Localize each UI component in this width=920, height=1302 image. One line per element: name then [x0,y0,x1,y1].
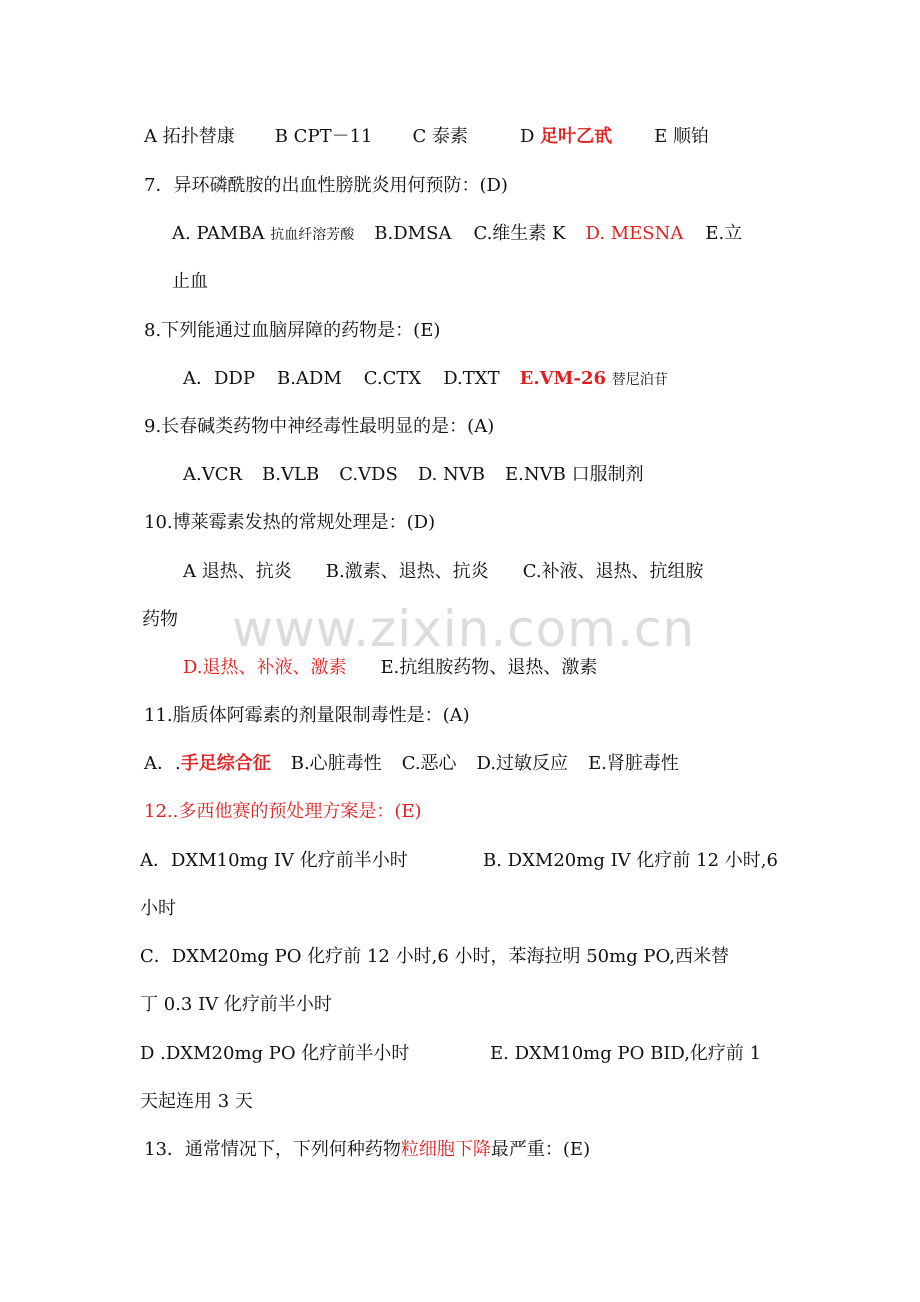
q6-options [144,125,709,149]
q12-option-c-continued: 丁 0.3 IV 化疗前半小时 [140,994,332,1015]
question-12: 12..多西他赛的预处理方案是：(E) [144,801,422,822]
option-a: A．DDP [183,368,255,389]
q13-text-start: 13．通常情况下，下列何种药物 [144,1139,401,1160]
option-c: C.CTX [363,368,422,389]
option-d-answer: D. MESNA [585,223,684,244]
option-e: E.抗组胺药物、退热、激素 [380,657,598,678]
option-a: A 拓扑替康 [144,126,235,147]
q11-options [144,752,679,776]
option-c: C.恶心 [401,753,457,774]
option-a-prefix: A．. [144,753,181,774]
option-d-prefix: D [519,126,541,147]
q12-option-c: C．DXM20mg PO 化疗前 12 小时,6 小时，苯海拉明 50mg PO,西米替 [140,946,729,967]
option-e: E.肾脏毒性 [588,753,679,774]
question-13 [144,1138,590,1162]
q12-option-e: E. DXM10mg PO BID,化疗前 1 [490,1043,762,1064]
option-e-answer: E.VM-26 [519,368,606,389]
q7-options-continued: 止血 [172,271,208,292]
question-11: 11.脂质体阿霉素的剂量限制毒性是：(A) [144,705,470,726]
option-b: B.ADM [276,368,342,389]
option-c: C 泰素 [412,126,468,147]
q13-text-end: 最严重：(E) [490,1139,591,1160]
option-d: D.TXT [443,368,500,389]
option-c: C.维生素 K [473,223,566,244]
option-d: D.过敏反应 [476,753,569,774]
option-b: B.激素、退热、抗炎 [325,561,489,582]
question-8: 8.下列能通过血脑屏障的药物是：(E) [144,320,441,341]
q8-options [183,367,668,392]
option-a-note: 抗血纤溶芳酸 [270,227,355,243]
question-10: 10.博莱霉素发热的常规处理是：(D) [144,512,436,533]
option-e: E.NVB 口服制剂 [505,464,644,485]
q9-options [183,463,644,487]
q12-option-e-continued: 天起连用 3 天 [140,1091,253,1112]
option-b: B.心脏毒性 [290,753,382,774]
option-d: D. NVB [417,464,486,485]
option-a-answer: 手足综合征 [180,753,271,774]
question-7: 7．异环磷酰胺的出血性膀胱炎用何预防：(D) [144,175,508,196]
q12-option-b-continued: 小时 [140,898,176,919]
option-a: A. PAMBA [172,223,265,244]
q10-options-2 [183,656,597,680]
option-d-answer: D.退热、补液、激素 [183,657,347,678]
option-e: E 顺铂 [654,126,710,147]
q12-option-a: A．DXM10mg IV 化疗前半小时 [140,850,408,871]
option-c: C.VDS [339,464,398,485]
q12-option-b: B. DXM20mg IV 化疗前 12 小时,6 [483,850,778,871]
option-e-note: 替尼泊苷 [611,372,668,388]
option-e: E.立 [705,223,743,244]
q10-options-continued: 药物 [142,609,178,630]
option-b: B.DMSA [374,223,452,244]
watermark: www.zixin.com.cn [232,600,696,658]
question-9: 9.长春碱类药物中神经毒性最明显的是：(A) [144,416,495,437]
option-c: C.补液、退热、抗组胺 [522,561,704,582]
option-b: B CPT－11 [274,126,373,147]
option-a: A 退热、抗炎 [183,561,292,582]
q12-option-d: D .DXM20mg PO 化疗前半小时 [140,1043,410,1064]
q13-highlight: 粒细胞下降 [400,1139,491,1160]
option-b: B.VLB [262,464,320,485]
option-a: A.VCR [183,464,243,485]
option-d-answer: 足叶乙甙 [540,126,613,147]
q7-options [172,222,742,247]
q10-options [183,560,704,584]
